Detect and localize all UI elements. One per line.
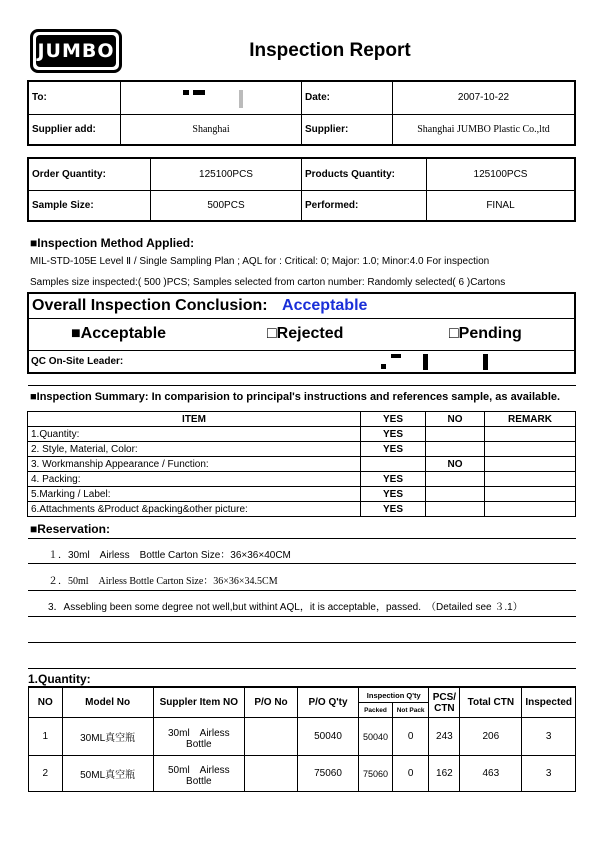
qty-model: 30ML真空瓶 <box>62 718 153 756</box>
summary-remark <box>485 472 576 487</box>
redaction-mark <box>239 90 243 108</box>
summary-no: NO <box>426 457 485 472</box>
date-value: 2007-10-22 <box>393 81 576 114</box>
redaction-mark <box>391 354 401 358</box>
qty-col-inspected: Inspected <box>522 688 576 718</box>
table-row <box>28 487 576 502</box>
summary-heading: ■ Inspection Summary: In comparision to principal's instructions and references sample, as available. <box>30 391 560 403</box>
qty-packed: 75060 <box>359 756 393 792</box>
summary-no <box>426 442 485 457</box>
quantity-heading: 1.Quantity: <box>28 672 91 686</box>
qty-po-no <box>245 756 298 792</box>
summary-yes: YES <box>361 502 426 517</box>
table-row <box>28 502 576 517</box>
qty-packed: 50040 <box>359 718 393 756</box>
qty-model: 50ML真空瓶 <box>62 756 153 792</box>
summary-item: 3. Workmanship Appearance / Function: <box>28 457 361 472</box>
summary-no <box>426 472 485 487</box>
summary-yes <box>361 457 426 472</box>
qty-not-pack: 0 <box>392 756 428 792</box>
qty-pcs-ctn: 162 <box>429 756 460 792</box>
summary-col-item: ITEM <box>28 412 361 427</box>
conclusion-label: Overall Inspection Conclusion: Acceptable <box>32 297 368 314</box>
reservation-line-3: 3．Assebling been some degree not well,but withint AQL，it is acceptable，passed. （Detailed see ３.1） <box>48 602 523 613</box>
summary-no <box>426 502 485 517</box>
redaction-mark <box>193 90 205 95</box>
qty-col-model: Model No <box>62 688 153 718</box>
company-logo <box>30 29 122 73</box>
qty-col-po-qty: P/O Q'ty <box>297 688 358 718</box>
to-label: To: <box>28 81 121 114</box>
qty-inspected: 3 <box>522 756 576 792</box>
date-label: Date: <box>302 81 393 114</box>
logo-text: JUMBO <box>36 35 116 67</box>
bullet-square-icon <box>30 391 37 403</box>
order-qty-value: 125100PCS <box>151 158 302 190</box>
qty-inspected: 3 <box>522 718 576 756</box>
table-row <box>28 457 576 472</box>
option-pending: □ Pending <box>449 325 522 343</box>
reservation-line-2: ２．50ml Airless Bottle Carton Size：36×36×34.5CM <box>48 576 278 587</box>
qty-po-qty: 75060 <box>297 756 358 792</box>
header-table <box>27 80 576 146</box>
qty-total-ctn: 463 <box>460 756 522 792</box>
unchecked-box-icon <box>267 325 277 342</box>
sample-size-value: 500PCS <box>151 190 302 221</box>
option-rejected: □ Rejected <box>267 325 343 343</box>
page-title: Inspection Report <box>249 40 411 61</box>
summary-yes: YES <box>361 427 426 442</box>
qty-supplier-item: 30ml Airless Bottle <box>153 718 244 756</box>
table-row <box>28 427 576 442</box>
redaction-mark <box>183 90 189 95</box>
summary-yes: YES <box>361 472 426 487</box>
summary-no <box>426 487 485 502</box>
summary-no <box>426 427 485 442</box>
summary-yes: YES <box>361 487 426 502</box>
checked-box-icon <box>71 325 81 342</box>
method-line-1: MIL-STD-105E Level Ⅱ / Single Sampling Plan ; AQL for : Critical: 0; Major: 1.0; Minor:4.0 For inspection <box>30 256 490 267</box>
summary-remark <box>485 442 576 457</box>
summary-item: 2. Style, Material, Color: <box>28 442 361 457</box>
table-row <box>29 718 576 756</box>
reservation-heading: ■ Reservation: <box>30 522 110 536</box>
method-line-2: Samples size inspected:( 500 )PCS; Samples selected from carton number: Randomly selected( 6 )Cartons <box>30 277 506 288</box>
qty-no: 1 <box>29 718 63 756</box>
qty-not-pack: 0 <box>392 718 428 756</box>
to-value <box>121 81 302 114</box>
table-row <box>29 756 576 792</box>
qty-col-total-ctn: Total CTN <box>460 688 522 718</box>
summary-item: 4. Packing: <box>28 472 361 487</box>
products-qty-value: 125100PCS <box>427 158 576 190</box>
table-row <box>28 472 576 487</box>
qty-col-insp-qty: Inspection Q'ty <box>359 688 429 703</box>
qty-total-ctn: 206 <box>460 718 522 756</box>
summary-col-yes: YES <box>361 412 426 427</box>
reservation-line-1: １．30ml Airless Bottle Carton Size：36×36×40CM <box>48 550 291 561</box>
qty-col-supplier-item: Suppler Item NO <box>153 688 244 718</box>
summary-col-no: NO <box>426 412 485 427</box>
summary-item: 1.Quantity: <box>28 427 361 442</box>
qty-col-packed: Packed <box>359 703 393 718</box>
supplier-label: Supplier: <box>302 114 393 145</box>
summary-remark <box>485 502 576 517</box>
redaction-mark <box>381 364 386 369</box>
qty-no: 2 <box>29 756 63 792</box>
qty-col-pcs-ctn: PCS/ CTN <box>429 688 460 718</box>
table-row <box>28 442 576 457</box>
qty-col-no: NO <box>29 688 63 718</box>
sample-size-label: Sample Size: <box>28 190 151 221</box>
conclusion-value: Acceptable <box>282 297 368 314</box>
order-table <box>27 157 576 222</box>
redaction-mark <box>423 354 428 370</box>
summary-item: 5.Marking / Label: <box>28 487 361 502</box>
qty-col-not-pack: Not Pack <box>392 703 428 718</box>
option-acceptable: ■ Acceptable <box>71 325 166 343</box>
supplier-add-label: Supplier add: <box>28 114 121 145</box>
summary-remark <box>485 487 576 502</box>
summary-table <box>27 411 576 517</box>
qc-leader-label: QC On-Site Leader: <box>31 356 124 367</box>
summary-col-remark: REMARK <box>485 412 576 427</box>
qty-pcs-ctn: 243 <box>429 718 460 756</box>
quantity-table <box>28 687 576 792</box>
supplier-add-value: Shanghai <box>121 114 302 145</box>
qty-supplier-item: 50ml Airless Bottle <box>153 756 244 792</box>
summary-remark <box>485 457 576 472</box>
summary-remark <box>485 427 576 442</box>
qty-po-qty: 50040 <box>297 718 358 756</box>
conclusion-box <box>27 292 576 374</box>
method-heading: ■ Inspection Method Applied: <box>30 236 194 250</box>
products-qty-label: Products Quantity: <box>302 158 427 190</box>
qty-po-no <box>245 718 298 756</box>
order-qty-label: Order Quantity: <box>28 158 151 190</box>
qty-col-po-no: P/O No <box>245 688 298 718</box>
summary-item: 6.Attachments &Product &packing&other picture: <box>28 502 361 517</box>
redaction-mark <box>483 354 488 370</box>
performed-value: FINAL <box>427 190 576 221</box>
unchecked-box-icon <box>449 325 459 342</box>
supplier-value: Shanghai JUMBO Plastic Co.,ltd <box>393 114 576 145</box>
summary-yes: YES <box>361 442 426 457</box>
performed-label: Performed: <box>302 190 427 221</box>
